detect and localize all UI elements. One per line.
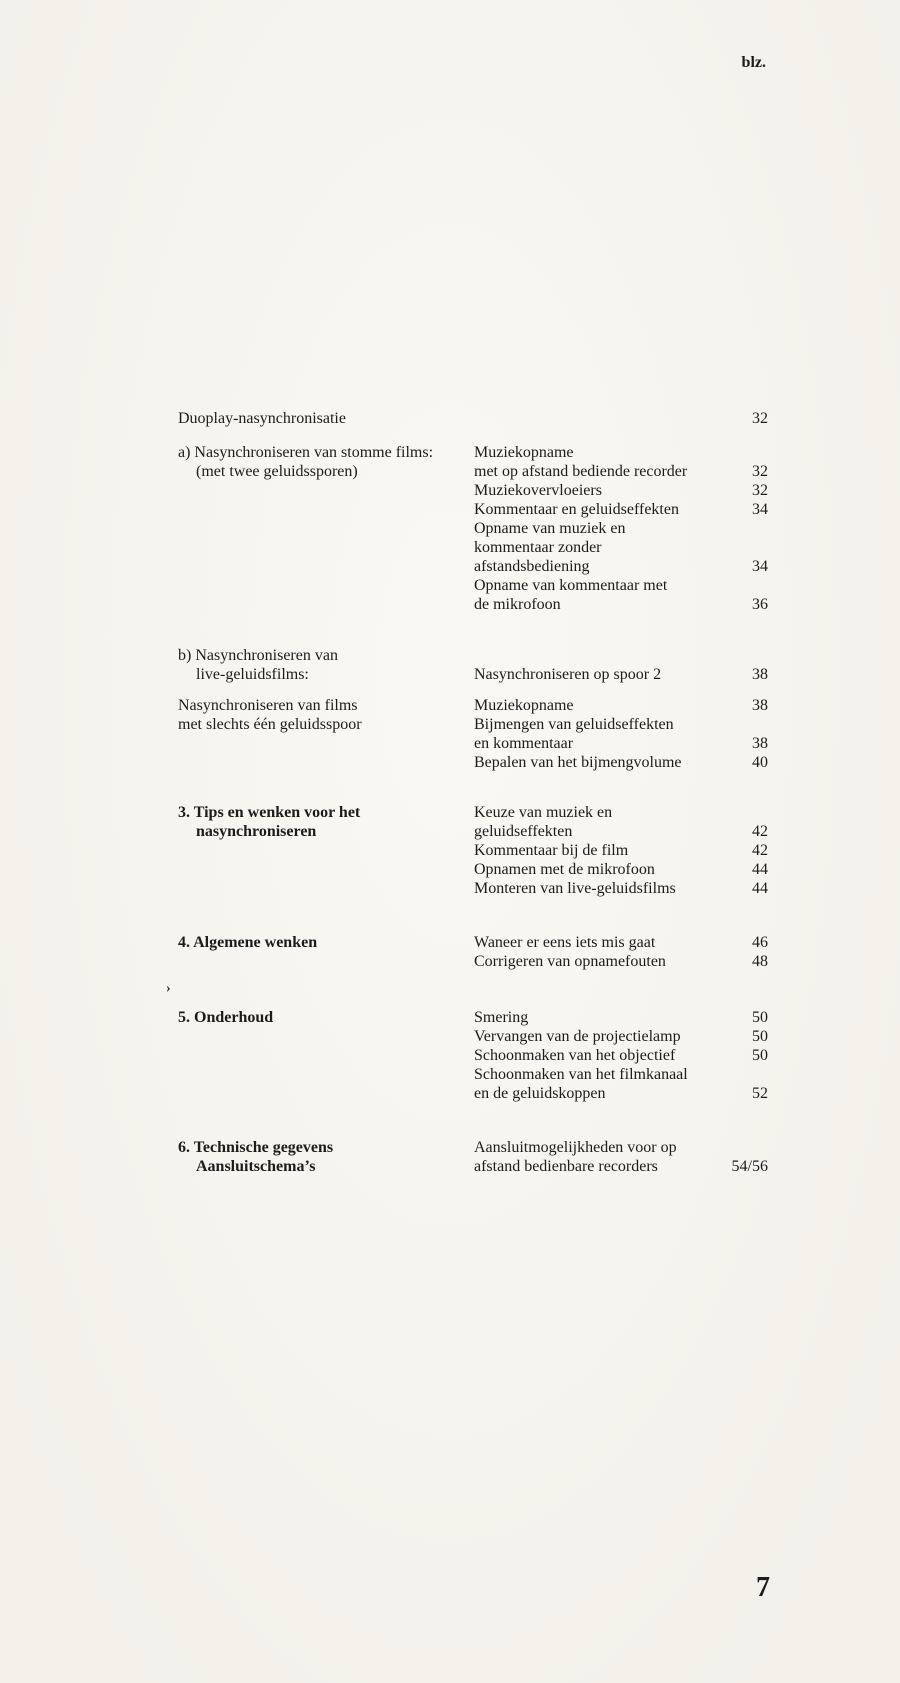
toc-entry-line: Vervangen van de projectielamp [474,1028,681,1045]
toc-entry [474,443,768,481]
toc-entry-line: Schoonmaken van het filmkanaal [474,1066,688,1083]
toc-entry-list [474,803,768,898]
page-number: 7 [756,1572,770,1603]
toc-entry-page-number: 44 [752,880,768,897]
toc-entry [474,1027,768,1046]
toc-entry-page-number: 40 [752,754,768,771]
toc-entry-line: Muziekopname [474,697,574,714]
toc-entry-text [474,443,768,481]
toc-entry-page-number: 38 [752,735,768,752]
toc-section-heading [178,443,474,481]
toc-entry-text [474,1008,768,1027]
toc-entry-text [474,500,768,519]
toc-entry-list [474,1008,768,1103]
toc-section-heading [178,696,474,734]
toc-entry-line: Keuze van muziek en [474,804,613,821]
toc-section-heading-line: Duoplay-nasynchronisatie [178,410,346,427]
toc-entry-page-number: 48 [752,953,768,970]
toc-entry-page-number: 44 [752,861,768,878]
toc-row-technische [178,1138,768,1176]
toc-section-heading-line: (met twee geluidssporen) [196,463,358,480]
toc-entry-text [474,933,768,952]
toc-entry-line: Kommentaar bij de film [474,842,629,859]
toc-entry [474,952,768,971]
toc-section-heading-line: 3. Tips en wenken voor het [178,804,361,821]
toc-entry-text [474,665,768,684]
toc-section-heading-line: 6. Technische gegevens [178,1139,334,1156]
toc-entry-page-number: 42 [752,823,768,840]
toc-entry-list [474,696,768,772]
toc-entry-line: kommentaar zonder [474,539,602,556]
toc-entry-page-number: 50 [752,1047,768,1064]
toc-section-heading-line: a) Nasynchroniseren van stomme films: [178,444,434,461]
toc-entry-page-number: 34 [752,501,768,518]
toc-entry-page-number: 42 [752,842,768,859]
toc-section-heading [178,646,474,684]
toc-entry-text [474,576,768,614]
toc-entry [474,665,768,684]
toc-entry [474,715,768,753]
toc-entry-text [474,803,768,841]
toc-entry-text [474,1065,768,1103]
toc-section-heading [178,409,474,428]
toc-entry-page-number: 50 [752,1028,768,1045]
toc-entry-text [474,715,768,753]
toc-entry-line: Smering [474,1009,529,1026]
toc-section-heading-line: nasynchroniseren [196,823,317,840]
toc-entry-page-number: 36 [752,596,768,613]
toc-entry-line: en de geluidskoppen [474,1085,606,1102]
toc-section-heading [166,933,474,996]
toc-entry-line: Aansluitmogelijkheden voor op [474,1139,677,1156]
toc-row-onderhoud [178,1008,768,1103]
toc-section-heading-line: live-geluidsfilms: [196,666,309,683]
toc-entry [474,481,768,500]
toc-entry-text [474,1027,768,1046]
toc-entry [474,576,768,614]
toc-entry-line: Kommentaar en geluidseffekten [474,501,679,518]
page-column-header-blz: blz. [741,54,766,71]
toc-entry-text [474,860,768,879]
toc-entry-line: Bepalen van het bijmengvolume [474,754,682,771]
toc-entry [474,500,768,519]
toc-entry-line: Bijmengen van geluidseffekten [474,716,674,733]
toc-row-a [178,443,768,614]
toc-entry-list [474,409,768,428]
toc-entry-page-number: 32 [752,463,768,480]
toc-entry-line: Muziekovervloeiers [474,482,602,499]
toc-row-algemene [166,933,768,996]
toc-entry-page-number: 32 [752,482,768,499]
toc-entry-line: en kommentaar [474,735,574,752]
toc-section-heading-line: Aansluitschema’s [196,1158,316,1175]
toc-row-tips [178,803,768,898]
toc-entry [474,879,768,898]
toc-entry-page-number: 50 [752,1009,768,1026]
toc-entry [474,409,768,428]
toc-entry-list [474,443,768,614]
toc-entry [474,803,768,841]
toc-row-duoplay [178,409,768,428]
toc-section-heading-line: Nasynchroniseren van films [178,697,358,714]
toc-section-heading-line: met slechts één geluidsspoor [178,716,362,733]
toc-section-heading [178,1138,474,1176]
toc-section-heading-line: b) Nasynchroniseren van [178,647,338,664]
toc-entry [474,1138,768,1176]
toc-entry [474,1008,768,1027]
toc-entry [474,1065,768,1103]
toc-entry-line: de mikrofoon [474,596,561,613]
toc-entry-page-number: 54/56 [731,1158,768,1175]
toc-entry-line: geluidseffekten [474,823,573,840]
toc-entry-text [474,1138,768,1176]
toc-entry-text [474,879,768,898]
toc-row-single-track [178,696,768,772]
toc-entry-line: Schoonmaken van het objectief [474,1047,676,1064]
stray-arrow-mark: › [166,981,171,996]
toc-section-heading [178,803,474,841]
toc-entry-page-number: 38 [752,697,768,714]
toc-section-heading-line: 5. Onderhoud [178,1009,274,1026]
toc-entry-line: Monteren van live-geluidsfilms [474,880,676,897]
toc-entry [474,753,768,772]
toc-entry-text [474,952,768,971]
toc-entry [474,841,768,860]
toc-entry-page-number: 32 [752,410,768,427]
toc-section-heading-line: 4. Algemene wenken [178,934,318,951]
toc-entry-line: Corrigeren van opnamefouten [474,953,666,970]
toc-section-heading [178,1008,474,1027]
toc-entry-line: afstandsbediening [474,558,590,575]
toc-entry-text [474,481,768,500]
toc-entry-line: Muziekopname [474,444,574,461]
toc-entry-text [474,753,768,772]
toc-entry-page-number: 52 [752,1085,768,1102]
toc-entry [474,519,768,576]
toc-entry-text [474,519,768,576]
toc-entry-line: Opname van muziek en [474,520,626,537]
table-of-contents [166,409,768,1176]
toc-entry-line: met op afstand bediende recorder [474,463,688,480]
toc-entry [474,1046,768,1065]
toc-entry-text [474,1046,768,1065]
toc-entry-page-number: 38 [752,666,768,683]
toc-entry-page-number: 34 [752,558,768,575]
toc-entry-list [474,646,768,684]
toc-entry-list [474,933,768,971]
toc-entry-text [474,696,768,715]
toc-row-b [178,646,768,684]
toc-entry-page-number: 46 [752,934,768,951]
toc-entry-list [474,1138,768,1176]
toc-entry [474,696,768,715]
toc-entry-line: afstand bedienbare recorders [474,1158,658,1175]
toc-entry-line: Opname van kommentaar met [474,577,668,594]
toc-entry-line: Opnamen met de mikrofoon [474,861,655,878]
toc-entry-line: Nasynchroniseren op spoor 2 [474,666,662,683]
toc-entry-line: Waneer er eens iets mis gaat [474,934,656,951]
toc-entry-text [474,841,768,860]
toc-entry [474,860,768,879]
toc-entry [474,933,768,952]
